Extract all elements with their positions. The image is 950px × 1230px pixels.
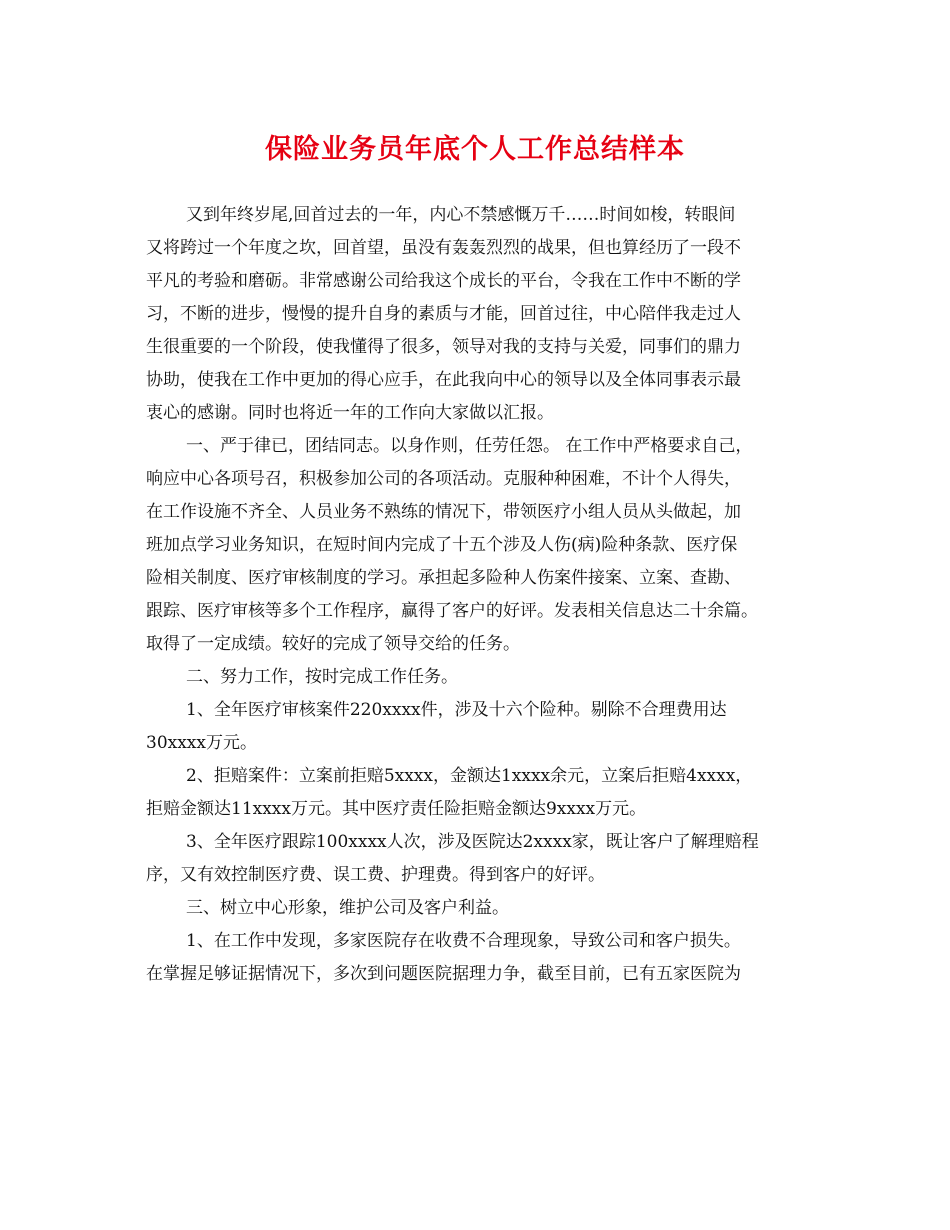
- paragraph-line: 二、努力工作，按时完成工作任务。: [186, 667, 458, 687]
- paragraph-line: 1、在工作中发现，多家医院存在收费不合理现象，导致公司和客户损失。: [186, 931, 741, 951]
- paragraph-line: 协助，使我在工作中更加的得心应手，在此我向中心的领导以及全体同事表示最: [146, 370, 741, 390]
- paragraph-line: 3、全年医疗跟踪100xxxx人次，涉及医院达2xxxx家，既让客户了解理赔程: [186, 832, 759, 852]
- paragraph-line: 响应中心各项号召，积极参加公司的各项活动。克服种种困难，不计个人得失，: [146, 469, 741, 489]
- paragraph-line: 又将跨过一个年度之坎，回首望，虽没有轰轰烈烈的战果，但也算经历了一段不: [146, 238, 741, 258]
- paragraph-line: 在掌握足够证据情况下，多次到问题医院据理力争，截至目前，已有五家医院为: [146, 964, 741, 984]
- paragraph-line: 取得了一定成绩。较好的完成了领导交给的任务。: [146, 634, 520, 654]
- paragraph-line: 班加点学习业务知识，在短时间内完成了十五个涉及人伤(病)险种条款、医疗保: [146, 535, 738, 555]
- paragraph-line: 拒赔金额达11xxxx万元。其中医疗责任险拒赔金额达9xxxx万元。: [146, 799, 647, 819]
- paragraph-line: 平凡的考验和磨砺。非常感谢公司给我这个成长的平台，令我在工作中不断的学: [146, 271, 741, 291]
- paragraph-line: 习，不断的进步，慢慢的提升自身的素质与才能，回首过往，中心陪伴我走过人: [146, 304, 741, 324]
- paragraph-line: 三、树立中心形象，维护公司及客户利益。: [186, 898, 509, 918]
- paragraph-line: 衷心的感谢。同时也将近一年的工作向大家做以汇报。: [146, 403, 554, 423]
- paragraph-line: 在工作设施不齐全、人员业务不熟练的情况下，带领医疗小组人员从头做起，加: [146, 502, 741, 522]
- paragraph-line: 1、全年医疗审核案件220xxxx件，涉及十六个险种。剔除不合理费用达: [186, 700, 727, 720]
- document-body: [146, 199, 816, 991]
- paragraph-line: 生很重要的一个阶段，使我懂得了很多，领导对我的支持与关爱，同事们的鼎力: [146, 337, 741, 357]
- paragraph-line: 跟踪、医疗审核等多个工作程序，赢得了客户的好评。发表相关信息达二十余篇。: [146, 601, 758, 621]
- document-title: 保险业务员年底个人工作总结样本: [265, 134, 685, 165]
- paragraph-line: 序，又有效控制医疗费、误工费、护理费。得到客户的好评。: [146, 865, 605, 885]
- paragraph-line: 险相关制度、医疗审核制度的学习。承担起多险种人伤案件接案、立案、查勘、: [146, 568, 741, 588]
- paragraph-line: 一、严于律已，团结同志。以身作则，任劳任怨。 在工作中严格要求自己，: [186, 436, 753, 456]
- paragraph-line: 30xxxx万元。: [146, 733, 257, 753]
- paragraph-line: 2、拒赔案件：立案前拒赔5xxxx，金额达1xxxx余元，立案后拒赔4xxxx，: [186, 766, 753, 786]
- paragraph-line: 又到年终岁尾,回首过去的一年，内心不禁感慨万千……时间如梭，转眼间: [186, 205, 736, 225]
